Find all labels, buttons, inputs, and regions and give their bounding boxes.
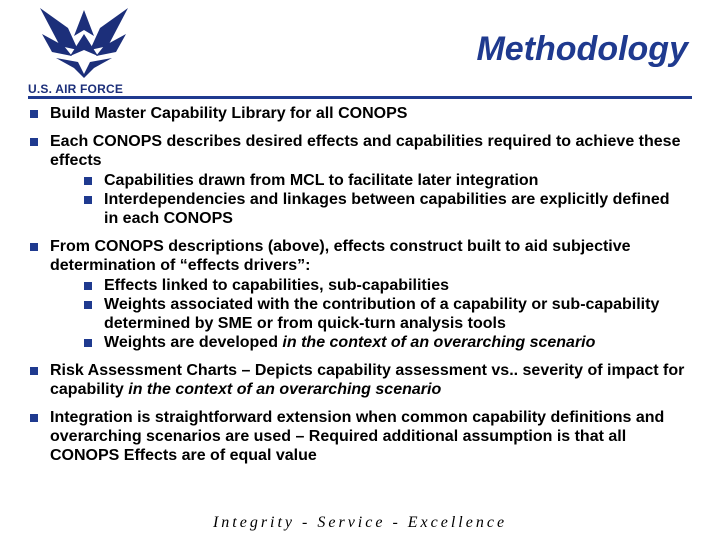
logo-text: U.S. AIR FORCE (28, 82, 124, 96)
bullet-text: Integration is straightforward extension when common capability definitions and overarching scenarios are used – Required additional assumption is that all CONOPS Effects are of equal value (50, 409, 665, 464)
air-force-logo (28, 6, 138, 94)
bullet-text: Each CONOPS describes desired effects and capabilities required to achieve these effects (50, 133, 681, 169)
sub-list (50, 276, 688, 352)
sub-list-item: Capabilities drawn from MCL to facilitate later integration (50, 171, 688, 190)
footer-motto: Integrity - Service - Excellence (212, 514, 508, 531)
page-title: Methodology (476, 30, 688, 68)
air-force-wings-icon (38, 6, 130, 78)
bullet-text-italic: in the context of an overarching scenario (128, 381, 442, 398)
list-item (28, 237, 688, 352)
sub-list-item (50, 333, 688, 352)
title-divider (28, 96, 692, 99)
bullet-text-plain: Risk Assessment Charts – Depicts capability assessment vs.. severity of impact for capability (50, 362, 685, 398)
bullet-list (28, 104, 688, 474)
sub-text-italic: in the context of an overarching scenario (282, 334, 596, 351)
sub-list-item: Effects linked to capabilities, sub-capabilities (50, 276, 688, 295)
sub-list-item: Interdependencies and linkages between capabilities are explicitly defined in each CONOPS (50, 190, 688, 228)
list-item (28, 104, 688, 123)
bullet-text: Build Master Capability Library for all CONOPS (50, 105, 408, 122)
sub-list (50, 171, 688, 228)
list-item (28, 361, 688, 399)
bullet-text: From CONOPS descriptions (above), effects construct built to aid subjective determination of “effects drivers”: (50, 238, 631, 274)
sub-list-item: Weights associated with the contribution of a capability or sub-capability determined by SME or from quick-turn analysis tools (50, 295, 688, 333)
list-item (28, 132, 688, 228)
list-item (28, 408, 688, 465)
sub-text-plain: Weights are developed (104, 334, 283, 351)
